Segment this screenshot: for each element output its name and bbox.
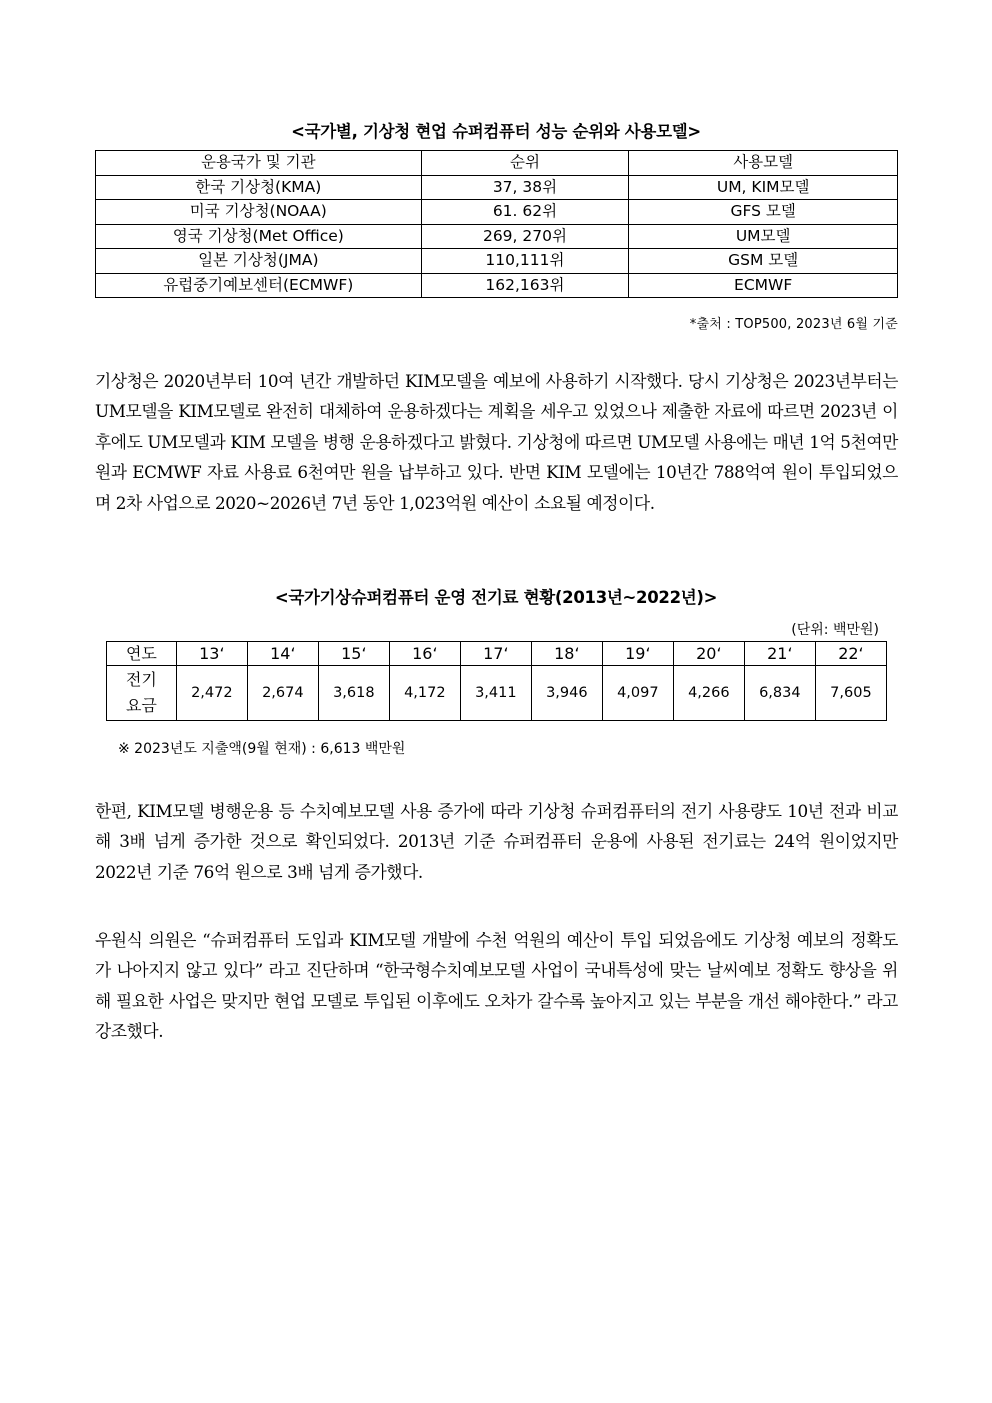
table1-source-note: *출처 : TOP500, 2023년 6월 기준 xyxy=(689,317,898,332)
fee-cell: 2,674 xyxy=(247,666,318,721)
fee-cell: 4,266 xyxy=(673,666,744,721)
year-header-cell: 연도 xyxy=(107,642,177,666)
header-model: 사용모델 xyxy=(629,151,898,176)
year-row xyxy=(107,642,887,666)
body-paragraph-3: 우원식 의원은 “슈퍼컴퓨터 도입과 KIM모델 개발에 수천 억원의 예산이 투입 되었음에도 기상청 예보의 정확도가 나아지지 않고 있다” 라고 진단하며 “한국형수치예보모델 사업이 국내특성에 맞는 날씨예보 정확도 향상을 위해 필요한 사업은 맞지만 현업 모델로 투입된 이후에도 오차가 갈수록 높아지고 있는 부분을 개선 해야한다.” 라고 강조했다. xyxy=(95,930,898,1042)
header-rank: 순위 xyxy=(421,151,629,176)
fee-label-line-2: 요금 xyxy=(125,696,157,715)
fee-cell: 4,172 xyxy=(389,666,460,721)
header-agency: 운용국가 및 기관 xyxy=(96,151,422,176)
body-paragraph-1: 기상청은 2020년부터 10여 년간 개발하던 KIM모델을 예보에 사용하기 시작했다. 당시 기상청은 2023년부터는 UM모델을 KIM모델로 완전히 대체하여 운용하겠다는 계획을 세우고 있었으나 제출한 자료에 따르면 2023년 이후에도 UM모델과 KIM 모델을 병행 운용하겠다고 밝혔다. 기상청에 따르면 UM모델 사용에는 매년 1억 5천여만 원과 ECMWF 자료 사용료 6천여만 원을 납부하고 있다. 반면 KIM 모델에는 10년간 788억여 원이 투입되었으며 2차 사업으로 2020~2026년 7년 동안 1,023억원 예산이 소요될 예정이다. xyxy=(95,371,898,513)
fee-cell: 4,097 xyxy=(602,666,673,721)
table1-title: <국가별, 기상청 현업 슈퍼컴퓨터 성능 순위와 사용모델> xyxy=(291,122,701,141)
rank-cell: 162,163위 xyxy=(421,273,629,298)
table-row xyxy=(96,249,898,274)
model-cell: UM모델 xyxy=(629,224,898,249)
fee-cell: 7,605 xyxy=(815,666,886,721)
fee-label-line-1: 전기 xyxy=(125,670,157,689)
model-cell: ECMWF xyxy=(629,273,898,298)
table-row xyxy=(96,224,898,249)
year-cell: 16‘ xyxy=(389,642,460,666)
model-cell: UM, KIM모델 xyxy=(629,175,898,200)
year-cell: 17‘ xyxy=(460,642,531,666)
table-row xyxy=(96,273,898,298)
year-cell: 21‘ xyxy=(744,642,815,666)
rank-cell: 37, 38위 xyxy=(421,175,629,200)
supercomputer-ranking-table xyxy=(95,150,898,298)
fee-cell: 2,472 xyxy=(176,666,247,721)
year-cell: 14‘ xyxy=(247,642,318,666)
agency-cell: 일본 기상청(JMA) xyxy=(96,249,422,274)
agency-cell: 미국 기상청(NOAA) xyxy=(96,200,422,225)
table-header-row xyxy=(96,151,898,176)
body-paragraph-2: 한편, KIM모델 병행운용 등 수치예보모델 사용 증가에 따라 기상청 슈퍼컴퓨터의 전기 사용량도 10년 전과 비교해 3배 넘게 증가한 것으로 확인되었다. 2013년 기준 슈퍼컴퓨터 운용에 사용된 전기료는 24억 원이었지만 2022년 기준 76억 원으로 3배 넘게 증가했다. xyxy=(95,801,898,882)
fee-cell: 3,946 xyxy=(531,666,602,721)
rank-cell: 61. 62위 xyxy=(421,200,629,225)
electricity-cost-table xyxy=(106,641,887,721)
agency-cell: 영국 기상청(Met Office) xyxy=(96,224,422,249)
fee-header-cell xyxy=(107,666,177,721)
fee-row xyxy=(107,666,887,721)
year-cell: 18‘ xyxy=(531,642,602,666)
table2-unit: (단위: 백만원) xyxy=(791,622,879,638)
table-row xyxy=(96,200,898,225)
table-row xyxy=(96,175,898,200)
year-cell: 20‘ xyxy=(673,642,744,666)
model-cell: GSM 모델 xyxy=(629,249,898,274)
year-cell: 13‘ xyxy=(176,642,247,666)
table2-note: ※ 2023년도 지출액(9월 현재) : 6,613 백만원 xyxy=(118,741,406,757)
table2-title: <국가기상슈퍼컴퓨터 운영 전기료 현황(2013년~2022년)> xyxy=(274,588,718,607)
agency-cell: 유럽중기예보센터(ECMWF) xyxy=(96,273,422,298)
rank-cell: 269, 270위 xyxy=(421,224,629,249)
year-cell: 22‘ xyxy=(815,642,886,666)
model-cell: GFS 모델 xyxy=(629,200,898,225)
year-cell: 15‘ xyxy=(318,642,389,666)
fee-cell: 3,618 xyxy=(318,666,389,721)
year-cell: 19‘ xyxy=(602,642,673,666)
fee-cell: 3,411 xyxy=(460,666,531,721)
fee-cell: 6,834 xyxy=(744,666,815,721)
agency-cell: 한국 기상청(KMA) xyxy=(96,175,422,200)
rank-cell: 110,111위 xyxy=(421,249,629,274)
